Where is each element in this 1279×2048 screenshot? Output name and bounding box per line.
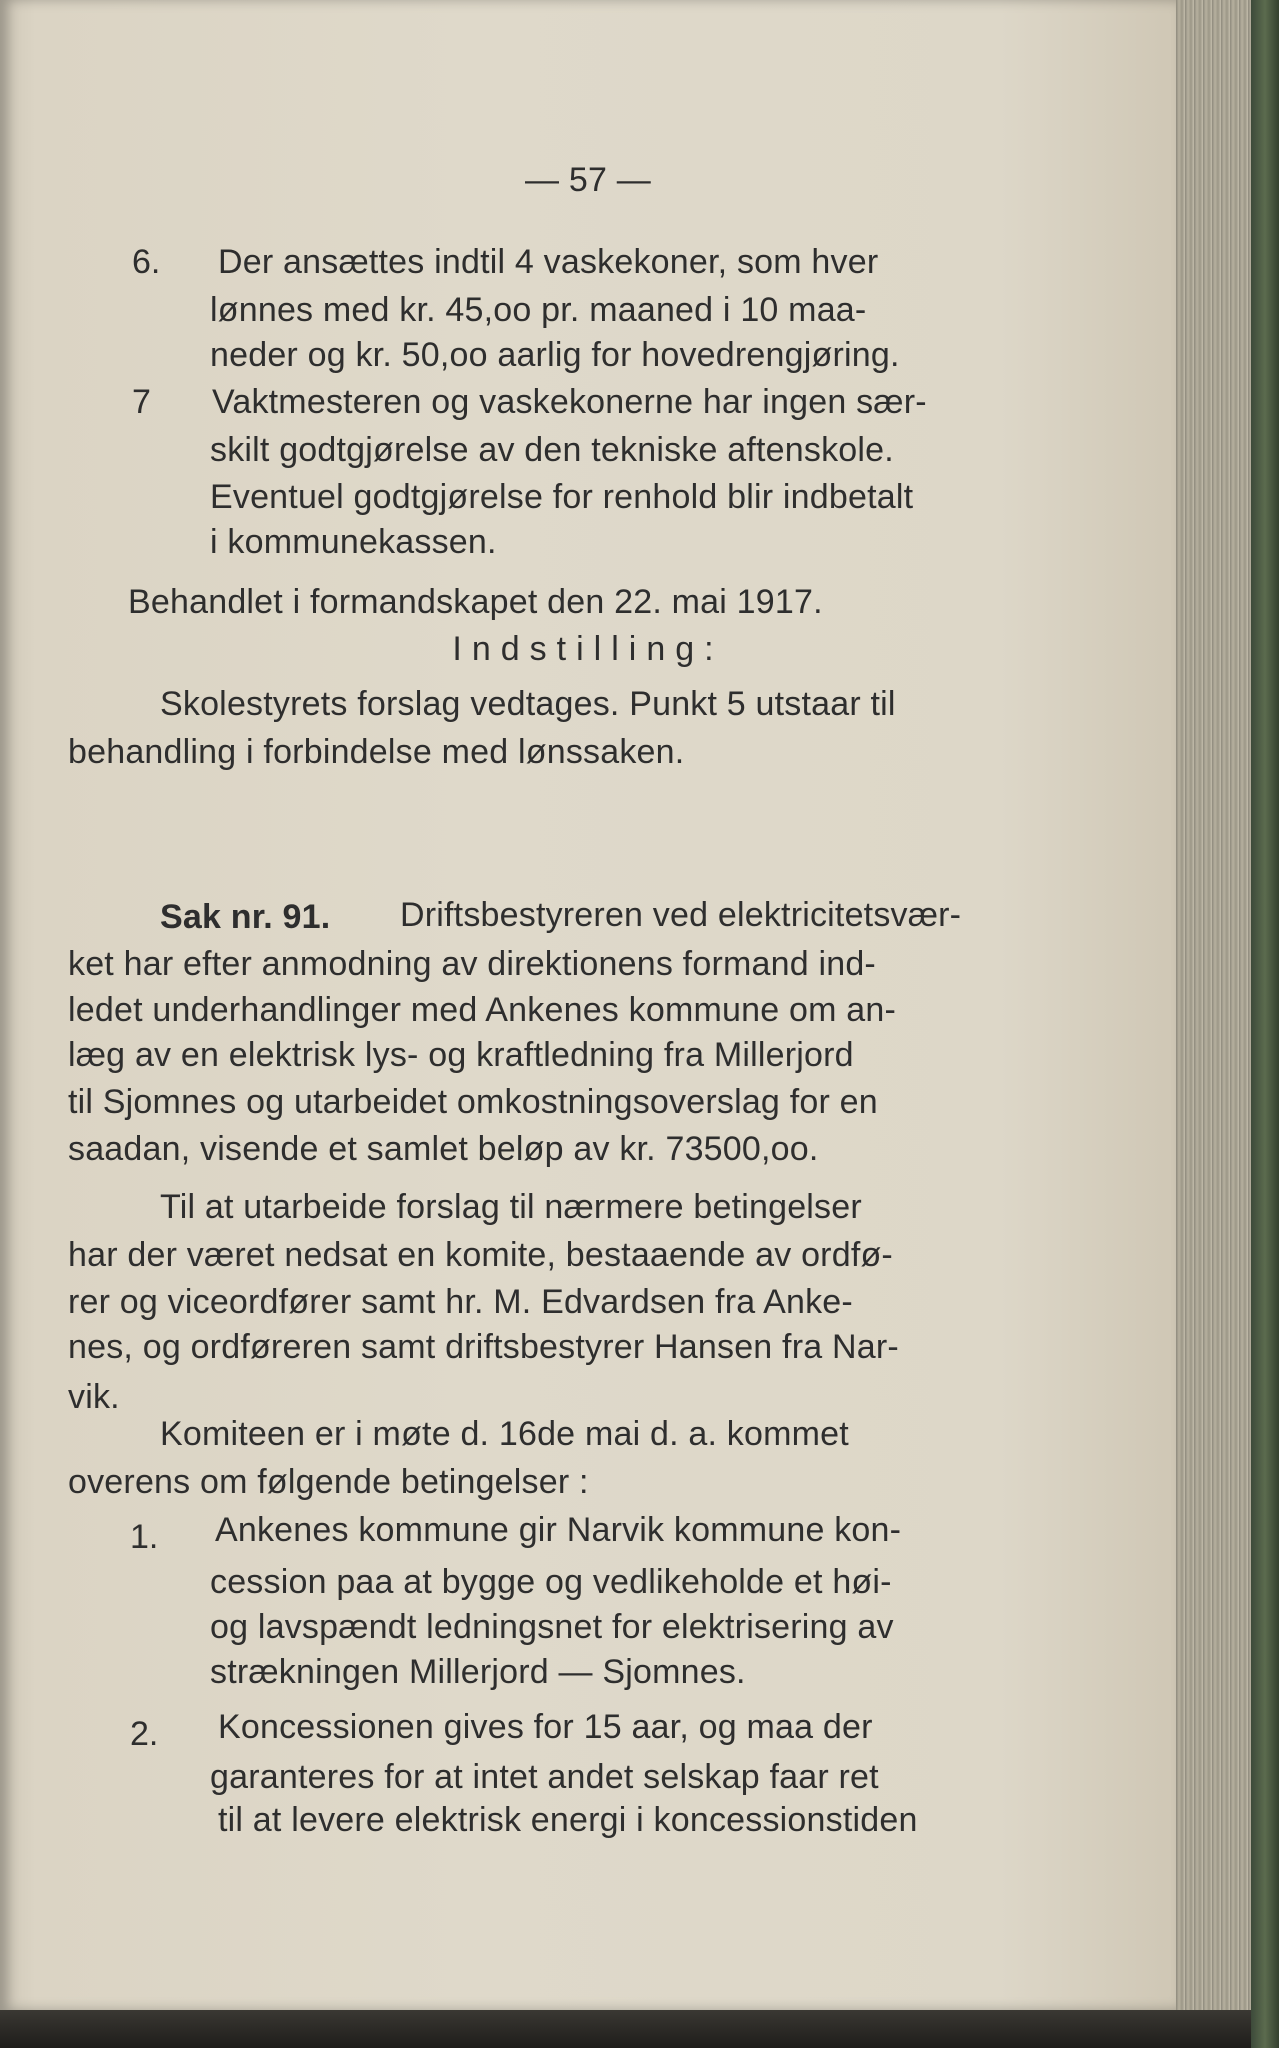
indstilling-line-2: behandling i forbindelse med lønssaken.	[68, 733, 685, 771]
item-7-line-2: skilt godtgjørelse av den tekniske aftenskole.	[210, 431, 894, 469]
item-2-line-3: til at levere elektrisk energi i koncessionstiden	[218, 1801, 918, 1839]
sak-line-5: til Sjomnes og utarbeidet omkostningsoverslag for en	[68, 1083, 878, 1121]
sak-line-3: ledet underhandlinger med Ankenes kommune om an-	[68, 991, 896, 1029]
item-1-number: 1.	[130, 1518, 159, 1556]
item-1-line-2: cession paa at bygge og vedlikeholde et høi-	[210, 1563, 892, 1601]
item-7-line-3: Eventuel godtgjørelse for renhold blir indbetalt	[210, 478, 914, 516]
behandlet-line: Behandlet i formandskapet den 22. mai 1917.	[128, 583, 823, 621]
para2-line-4: nes, og ordføreren samt driftsbestyrer Hansen fra Nar-	[68, 1328, 899, 1366]
para3-line-2: overens om følgende betingelser :	[68, 1463, 589, 1501]
para2-line-1: Til at utarbeide forslag til nærmere betingelser	[160, 1188, 862, 1226]
item-7-line-4: i kommunekassen.	[210, 523, 497, 561]
para2-line-5: vik.	[68, 1378, 120, 1416]
para2-line-3: rer og viceordfører samt hr. M. Edvardsen fra Anke-	[68, 1283, 853, 1321]
para2-line-2: har der været nedsat en komite, bestaaende av ordfø-	[68, 1236, 893, 1274]
item-6-number: 6.	[132, 243, 161, 281]
item-6-line-3: neder og kr. 50,oo aarlig for hovedrengjøring.	[210, 336, 900, 374]
item-6-line-2: lønnes med kr. 45,oo pr. maaned i 10 maa-	[210, 291, 867, 329]
sak-line-4: læg av en elektrisk lys- og kraftledning fra Millerjord	[68, 1036, 854, 1074]
item-1-line-4: strækningen Millerjord — Sjomnes.	[210, 1653, 746, 1691]
sak-label: Sak nr. 91.	[160, 898, 331, 936]
page-number: — 57 —	[525, 161, 651, 199]
indstilling-line-1: Skolestyrets forslag vedtages. Punkt 5 utstaar til	[160, 685, 896, 723]
item-1-line-1: Ankenes kommune gir Narvik kommune kon-	[215, 1511, 902, 1549]
book-spine	[1251, 0, 1279, 2048]
sak-line-1: Driftsbestyreren ved elektricitetsvær-	[400, 896, 962, 934]
item-2-line-2: garanteres for at intet andet selskap faar ret	[210, 1758, 879, 1796]
item-2-number: 2.	[130, 1715, 159, 1753]
item-7-line-1: Vaktmesteren og vaskekonerne har ingen sær-	[212, 383, 927, 421]
item-2-line-1: Koncessionen gives for 15 aar, og maa der	[218, 1708, 873, 1746]
para3-line-1: Komiteen er i møte d. 16de mai d. a. kommet	[160, 1415, 849, 1453]
item-7-number: 7	[132, 383, 151, 421]
indstilling-heading: Indstilling:	[452, 630, 724, 668]
page-edges	[1176, 0, 1251, 2010]
bottom-edge	[0, 2010, 1251, 2048]
item-6-line-1: Der ansættes indtil 4 vaskekoner, som hver	[218, 243, 879, 281]
sak-line-2: ket har efter anmodning av direktionens formand ind-	[68, 945, 876, 983]
sak-line-6: saadan, visende et samlet beløp av kr. 73500,oo.	[68, 1130, 819, 1168]
item-1-line-3: og lavspændt ledningsnet for elektrisering av	[210, 1608, 894, 1646]
